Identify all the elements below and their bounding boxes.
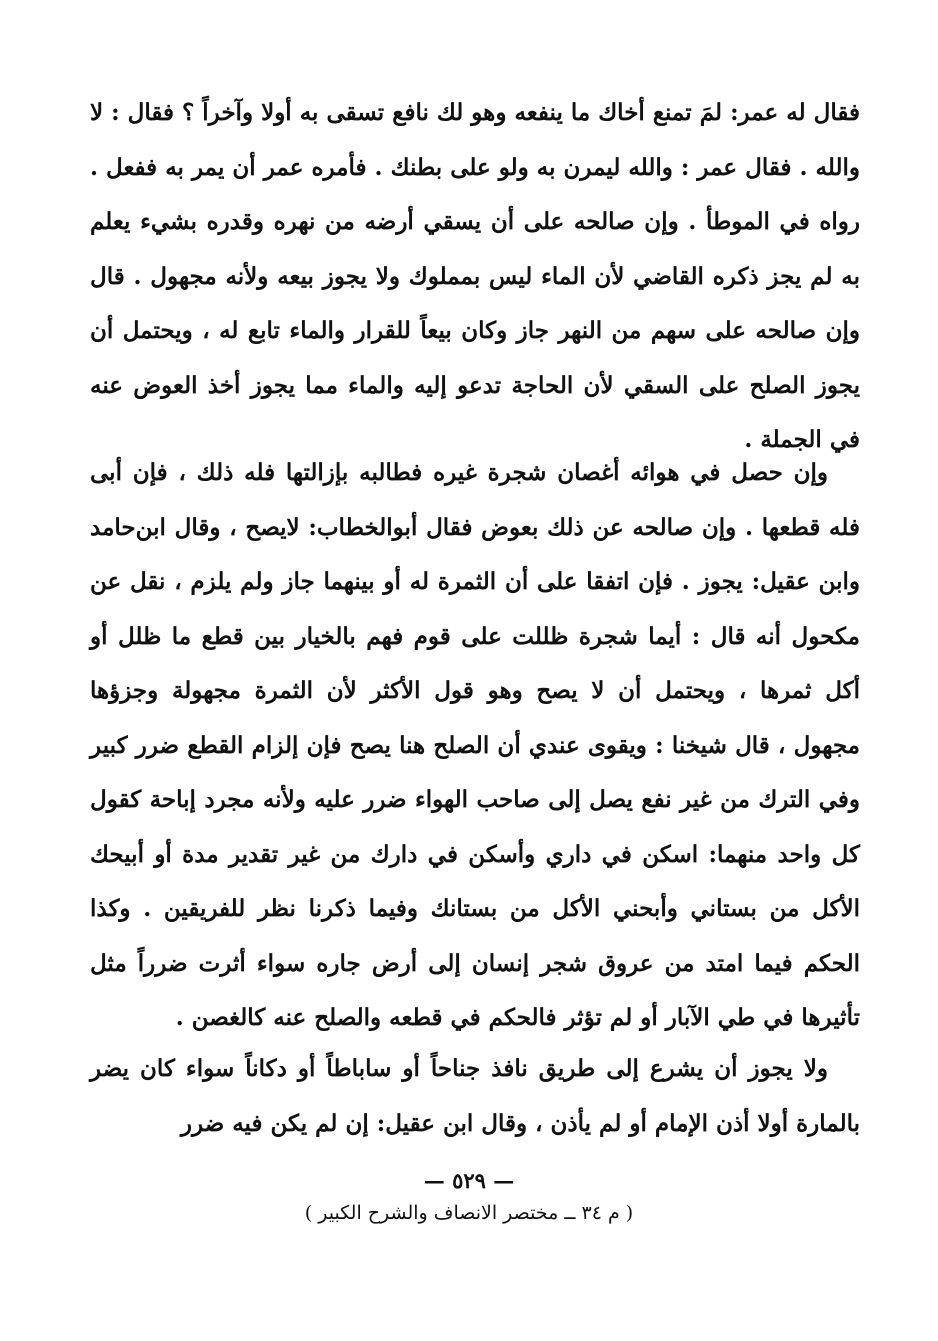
footer-note: ( م ٣٤ ــ مختصر الانصاف والشرح الكبير ) [304, 1202, 634, 1224]
paragraph-3: ولا يجوز أن يشرع إلى طريق نافذ جناحاً أو ساباطاً أو دكاناً سواء كان يضر بالمارة أولا أذن الإمام أو لم يأذن ، وقال ابن عقيل: إن لم يكن فيه ضرر [90, 1055, 860, 1137]
paragraph-2: وإن حصل في هوائه أغصان شجرة غيره فطالبه بإزالتها فله ذلك ، فإن أبى فله قطعها . وإن صالحه عن ذلك بعوض فقال أبوالخطاب: لايصح ، وقال ابن‌حامد وابن عقيل: يجوز . فإن اتفقا على أن الثمرة له أو بينهما جاز ولم يلزم ، نقل عن مكحول أنه قال : أيما شجرة ظللت على قوم فهم بالخيار بين قطع ما ظلل أو أكل ثمرها ، ويحتمل أن لا يصح وهو قول الأكثر لأن الثمرة مجهولة وجزؤها مجهول ، قال شيخنا : ويقوى عندي أن الصلح هنا يصح فإن إلزام القطع ضرر كبير وفي الترك من غير نفع يصل إلى صاحب الهواء ضرر عليه ولأنه مجرد إباحة كقول كل واحد منهما: اسكن في داري وأسكن في دارك من غير تقدير مدة أو أبيحك الأكل من بستاني وأبحني الأكل من بستانك وفيما ذكرنا نظر للفريقين . وكذا الحكم فيما امتد من عروق شجر إنسان إلى أرض جاره سواء أثرت ضرراً مثل تأثيرها في طي الآبار أو لم تؤثر فالحكم في قطعه والصلح عنه كالغصن . [90, 459, 860, 1031]
paragraph-1: فقال له عمر: لمَ تمنع أخاك ما ينفعه وهو لك نافع تسقى به أولا وآخراً ؟ فقال : لا والله . فقال عمر : والله ليمرن به ولو على بطنك . فأمره عمر أن يمر به ففعل . رواه في الموطأ . وإن صالحه على أن يسقي أرضه من نهره وقدره بشيء يعلم به لم يجز ذكره القاضي لأن الماء ليس بمملوك ولا يجوز بيعه ولأنه مجهول . قال وإن صالحه على سهم من النهر جاز وكان بيعاً للقرار والماء تابع له ، ويحتمل أن يجوز الصلح على السقي لأن الحاجة تدعو إليه والماء مما يجوز أخذ العوض عنه في الجملة . [90, 99, 860, 453]
page-number: — ٥٢٩ — [423, 1168, 515, 1193]
